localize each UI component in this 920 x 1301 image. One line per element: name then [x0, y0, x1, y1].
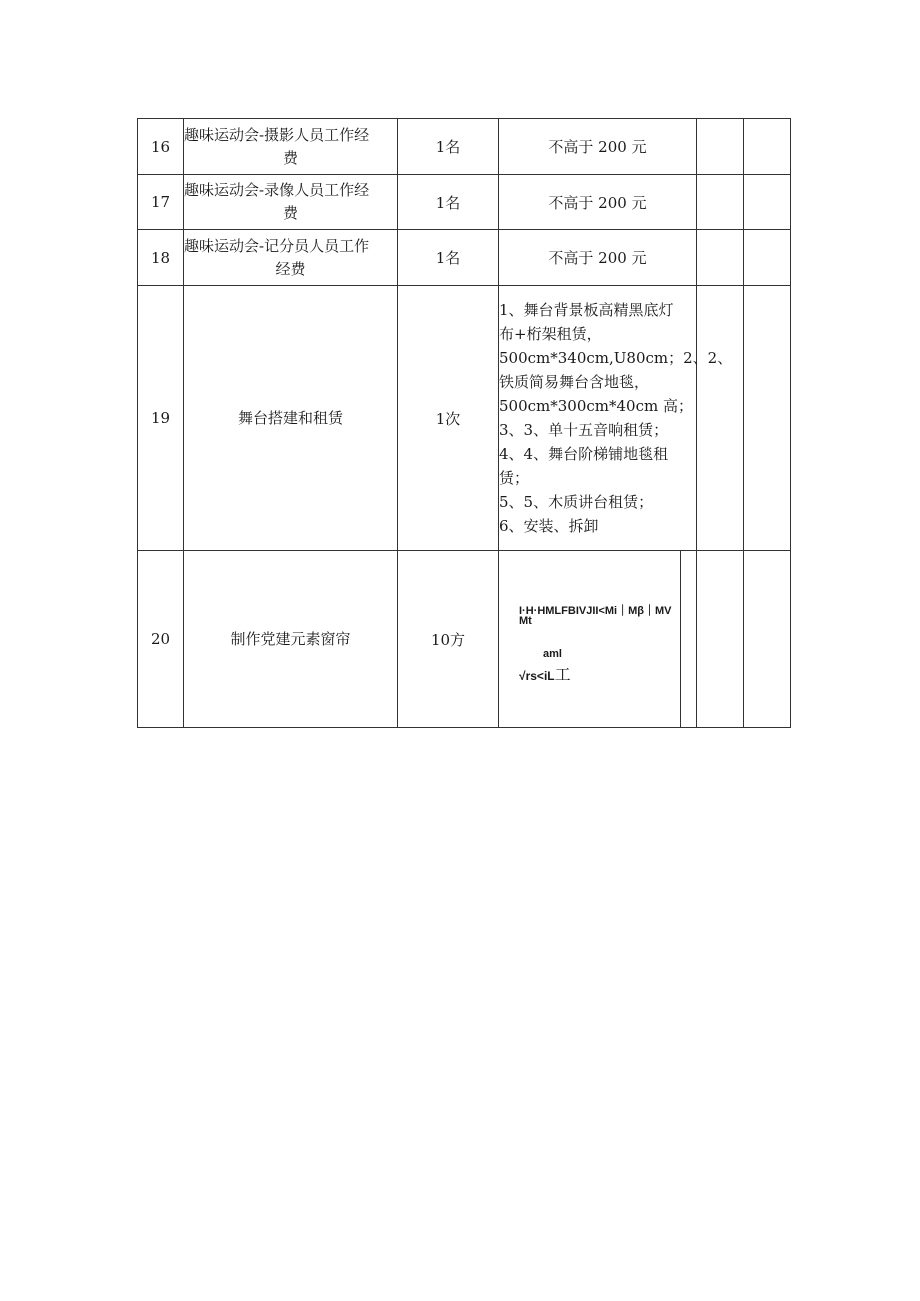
spec-line: 1、舞台背景板高精黑底灯 [499, 301, 674, 319]
empty-cell [744, 175, 791, 230]
empty-cell [744, 551, 791, 728]
item-name-line1: 趣味运动会-摄影人员工作经 [184, 125, 370, 144]
garbled-text-line: I·H·HMLFBIVJII<Mi｜Mβ｜MV [519, 605, 672, 617]
garbled-text-line: Mt [519, 615, 532, 627]
row-number: 17 [138, 175, 184, 230]
item-spec: 不高于 200 元 [499, 119, 697, 175]
item-name-line2: 经费 [275, 259, 306, 278]
row-number: 16 [138, 119, 184, 175]
table-row [138, 230, 791, 286]
spec-line: 3、3、单十五音响租赁； [499, 421, 669, 439]
row-number: 20 [138, 551, 184, 728]
row-number: 19 [138, 286, 184, 551]
item-name-line2: 费 [282, 148, 298, 167]
item-quantity: 1名 [398, 119, 499, 175]
item-spec-garbled [499, 551, 697, 728]
item-quantity: 10方 [398, 551, 499, 728]
garbled-text-prefix: √rs<iL [519, 669, 555, 683]
empty-cell [697, 551, 744, 728]
row-number: 18 [138, 230, 184, 286]
garbled-text-line: aml [543, 648, 562, 660]
item-name-line2: 费 [282, 204, 298, 222]
garbled-text-line [519, 662, 571, 685]
table-row [138, 551, 791, 728]
item-name [184, 119, 398, 175]
empty-cell [697, 119, 744, 175]
empty-cell [744, 286, 791, 551]
item-quantity: 1名 [398, 230, 499, 286]
item-name-line1: 趣味运动会-录像人员工作经 [184, 181, 370, 199]
spec-line: 500cm*300cm*40cm 高； [499, 397, 693, 415]
spec-line: 铁质简易舞台含地毯， [499, 373, 650, 391]
item-quantity: 1次 [398, 286, 499, 551]
spec-line: 4、4、舞台阶梯铺地毯租 [499, 445, 669, 463]
table-row [138, 119, 791, 175]
spec-line: 5、5、木质讲台租赁； [499, 493, 654, 511]
item-name-line1: 趣味运动会-记分员人员工作 [184, 236, 370, 255]
table-row [138, 286, 791, 551]
item-name: 舞台搭建和租赁 [184, 286, 398, 551]
empty-cell [744, 119, 791, 175]
item-spec: 不高于 200 元 [499, 175, 697, 230]
empty-cell [697, 230, 744, 286]
garbled-text-cjk: 工 [554, 665, 571, 684]
spec-line: 500cm*340cm,U80cm；2、2、 [499, 349, 733, 367]
item-name [184, 230, 398, 286]
empty-cell [697, 175, 744, 230]
item-spec-list [499, 286, 733, 551]
empty-cell [697, 286, 744, 551]
item-name: 制作党建元素窗帘 [184, 551, 398, 728]
item-spec: 不高于 200 元 [499, 230, 697, 286]
item-name [184, 175, 398, 230]
spec-line: 布+桁架租赁， [499, 325, 602, 343]
empty-cell [744, 230, 791, 286]
spec-line: 赁； [499, 469, 530, 487]
inner-divider [680, 551, 696, 727]
item-table [137, 118, 791, 728]
spec-line: 6、安装、拆卸 [499, 517, 599, 535]
table-row [138, 175, 791, 230]
item-quantity: 1名 [398, 175, 499, 230]
